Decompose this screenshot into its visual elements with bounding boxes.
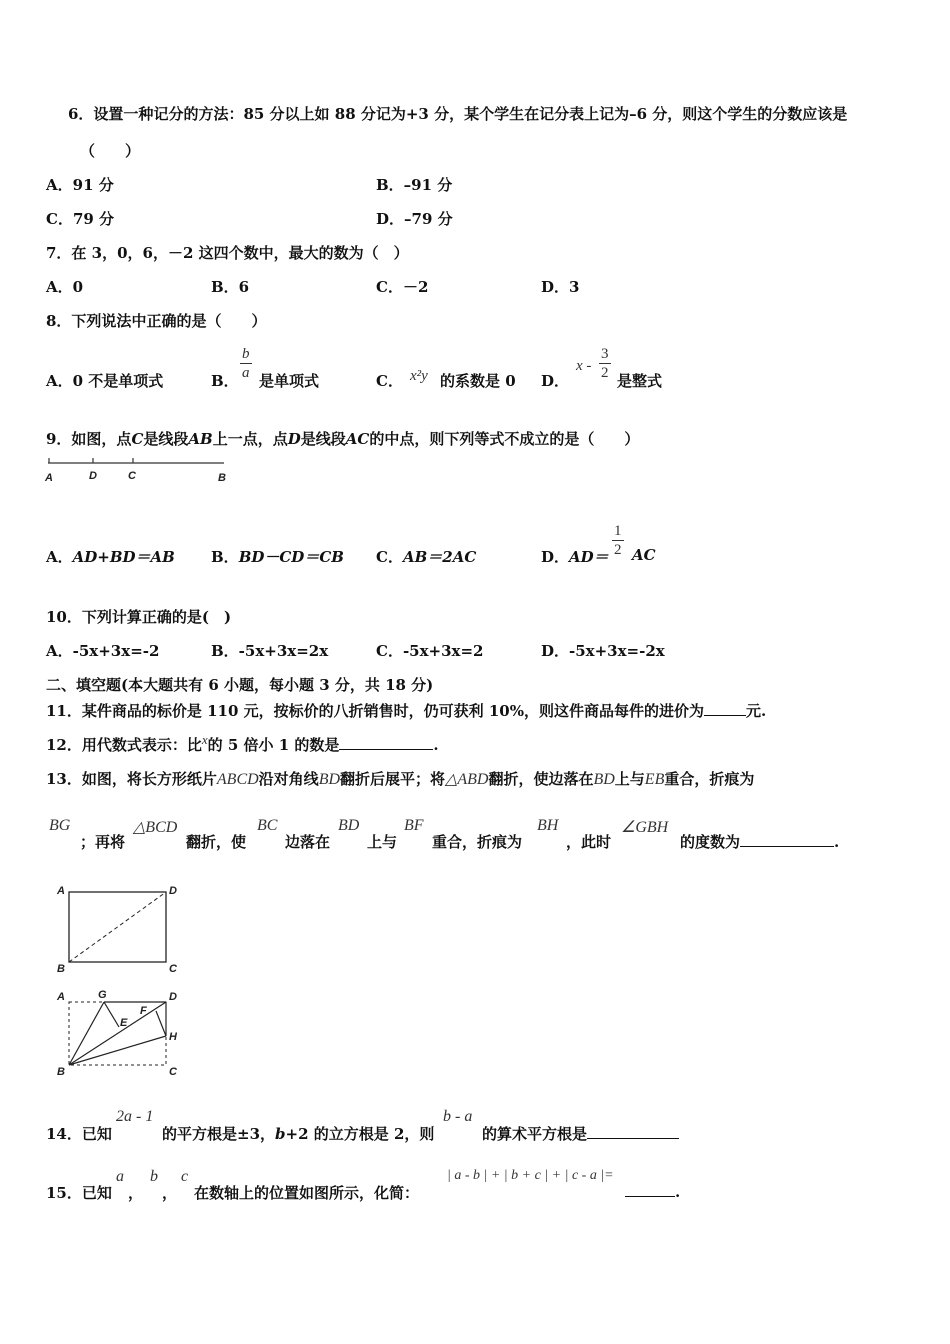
q9-a-prefix: A． [46,548,73,566]
q13-angle: ∠GBH [621,819,669,836]
q8-option-b-prefix: B． [211,372,239,390]
q9-label-c: C [128,470,136,482]
q13-tri-bcd: △BCD [133,819,178,836]
q13-l1-2: 沿对角线 [258,770,319,788]
q13-fig2-label-a: A [57,991,65,1003]
q13-fig2-label-d: D [169,991,177,1003]
q12-stem-1: 12．用代数式表示：比 [46,736,202,754]
q9-stem [46,428,639,449]
q9-option-a [46,546,175,567]
q9-c-prefix: C． [376,548,403,566]
q13-l1-6: 重合，折痕为 [664,770,755,788]
q10-option-b: B．-5x+3x=2x [211,642,329,660]
q13-l1-4: 翻折，使边落在 [488,770,594,788]
q13-bh: BH [537,817,559,834]
q14-mid [162,1123,434,1144]
q10-option-a: A．-5x+3x=-2 [46,642,160,660]
q13-l2-7: 的度数为 [680,833,741,851]
q6-option-a: A．91 分 [46,176,114,194]
q13-l2-4: 上与 [367,833,398,851]
q8-option-b-suffix: 是单项式 [259,372,320,390]
q14-p1: 14．已知 [46,1125,112,1143]
q13-fig2-label-c: C [169,1066,177,1078]
q7-option-b: B．6 [211,278,250,296]
q9-d-numerator: 1 [614,523,622,539]
q13-fig1-label-d: D [169,885,177,897]
q14-m2: b - a [443,1108,473,1125]
q6-option-b: B．–91 分 [376,176,453,194]
q13-l2-1: ；再将 [80,833,126,851]
q15-comma-2: ， [162,1184,178,1202]
q14-p4: 的算术平方根是 [482,1125,588,1143]
q8-option-a: A．0 不是单项式 [46,372,164,390]
q6-option-c: C．79 分 [46,210,115,228]
q11 [46,700,766,721]
q13-fig2-ge [104,1002,119,1027]
q9-d-prefix: D． [541,548,570,566]
q9-segment-ab: AB [188,430,213,448]
q15-suffix: . [675,1183,681,1201]
q8-d-denominator: 2 [601,365,609,381]
q13-l2-5: 重合，折痕为 [432,833,523,851]
q13-l2-6: ，此时 [566,833,612,851]
q15-comma-1: ， [128,1184,144,1202]
q8-d-numerator: 3 [601,346,609,362]
q13-fig1-label-c: C [169,963,177,975]
section-title: 二、填空题(本大题共有 6 小题，每小题 3 分，共 18 分) [46,676,434,694]
q13-figure-2 [52,984,192,1080]
q9-stem-3: 上一点，点 [212,430,288,448]
q13-fig1-label-a: A [57,885,65,897]
q12 [46,734,439,755]
q12-stem-2: 的 5 倍小 1 的数是 [207,736,340,754]
q15-blank[interactable] [625,1182,675,1197]
q13-fig2-label-h: H [169,1031,177,1043]
q13-l1-1: 13．如图，将长方形纸片 [46,770,217,788]
q13-line-1 [46,768,754,789]
q13-fig2-label-b: B [57,1066,65,1078]
q13-fig1-label-b: B [57,963,65,975]
q13-bd-3: BD [338,817,360,834]
q9-d-rhs: AC [632,546,656,564]
q9-option-c [376,546,476,567]
q13-fig2-label-f: F [140,1005,147,1017]
q9-b-expr: BD－CD＝CB [238,548,344,566]
q13-l2-2: 翻折，使 [186,833,247,851]
q13-tri-abd: △ABD [445,771,489,788]
q9-label-a: A [45,472,53,484]
q7-stem: 7．在 3，0，6，－2 这四个数中，最大的数为（ ） [46,244,409,262]
q9-a-expr: AD+BD＝AB [72,548,175,566]
q10-option-d: D．-5x+3x=-2x [541,642,665,660]
q13-bd-2: BD [593,771,615,788]
q13-bf: BF [404,817,424,834]
q8-option-c-math: x²y [410,368,428,384]
q7-option-d: D．3 [541,278,580,296]
q12-blank[interactable] [339,735,433,750]
q13-fig2-bh [69,1036,166,1065]
q7-option-c: C．－2 [376,278,429,296]
q13-abcd: ABCD [216,771,259,788]
q13-l1-3: 翻折后展平；将 [340,770,446,788]
q6-option-d: D．–79 分 [376,210,453,228]
q8-option-d-prefix: D． [541,372,570,390]
q13-fig1-diagonal [69,892,166,962]
q8-b-numerator: b [242,346,250,362]
q11-suffix: 元. [745,702,767,720]
q10-option-c: C．-5x+3x=2 [376,642,484,660]
q9-d-denominator: 2 [614,542,622,558]
q9-b-prefix: B． [211,548,239,566]
q9-point-c: C [131,430,144,448]
q8-option-d-x: x - [576,358,592,374]
q6-stem: 6．设置一种记分的方法：85 分以上如 88 分记为+3 分，某个学生在记分表上记为–6 分，则这个学生的分数应该是 [68,105,848,123]
q8-option-b-fraction [240,345,252,382]
q9-option-d-fraction [612,522,624,559]
q14-m1: 2a - 1 [116,1108,154,1125]
q13-l1-5: 上与 [614,770,645,788]
q14-b: b [275,1125,286,1143]
q9-stem-5: 的中点，则下列等式不成立的是（ ） [369,430,640,448]
q9-label-d: D [89,470,97,482]
q13-figure-1 [52,880,192,976]
q15-b: b [150,1168,158,1185]
q9-stem-2: 是线段 [143,430,189,448]
q9-option-d-prefix [541,546,609,567]
q12-x: x [201,732,208,747]
q13-fig2-label-g: G [98,989,107,1001]
q9-c-expr: AB＝2AC [402,548,477,566]
q12-suffix: . [433,736,439,754]
q13-bd: BD [318,771,341,788]
q13-eb: EB [644,771,665,788]
q13-blank[interactable] [740,832,834,847]
q14-p3: +2 的立方根是 2，则 [285,1125,435,1143]
q13-fig2-hf [156,1011,166,1036]
q15-c: c [181,1168,189,1185]
q6-paren: （ ） [80,142,141,160]
q8-option-d-fraction [599,345,611,382]
q14-p2: 的平方根是±3， [162,1125,276,1143]
q15-p1: 15．已知 [46,1184,112,1202]
q13-l2-3: 边落在 [285,833,331,851]
q9-segment-ac: AC [345,430,370,448]
q13-bg: BG [49,817,71,834]
q13-bc: BC [257,817,278,834]
q9-point-d: D [287,430,301,448]
q15-expr: | a - b | + | b + c | + | c - a |= [447,1168,614,1183]
q8-option-c-prefix: C． [376,372,403,390]
q9-line-figure [44,455,244,489]
q11-blank[interactable] [704,701,746,716]
q14-tail [482,1123,679,1144]
q15-tail [625,1182,680,1201]
q13-fig2-label-e: E [120,1017,128,1029]
q10-stem: 10．下列计算正确的是( ) [46,608,232,626]
q13-fig2-bd [69,1002,166,1065]
q8-option-d-suffix: 是整式 [617,372,663,390]
q9-d-lhs: AD＝ [569,548,609,566]
q7-option-a: A．0 [46,278,84,296]
q9-stem-1: 9．如图，点 [46,430,132,448]
q8-stem: 8．下列说法中正确的是（ ） [46,312,267,330]
q13-suffix: . [834,833,840,851]
q14-blank[interactable] [587,1124,679,1139]
q9-option-b [211,546,344,567]
q11-stem: 11．某件商品的标价是 110 元，按标价的八折销售时，仍可获利 10%，则这件商品每件的进价为 [46,702,704,720]
q13-l2-7-wrap [680,831,839,852]
q9-label-b: B [218,472,226,484]
q15-a: a [116,1168,124,1185]
q15-p2: 在数轴上的位置如图所示，化简： [194,1184,420,1202]
q9-stem-4: 是线段 [300,430,346,448]
q8-option-c-suffix: 的系数是 0 [440,372,516,390]
q8-b-denominator: a [242,365,250,381]
